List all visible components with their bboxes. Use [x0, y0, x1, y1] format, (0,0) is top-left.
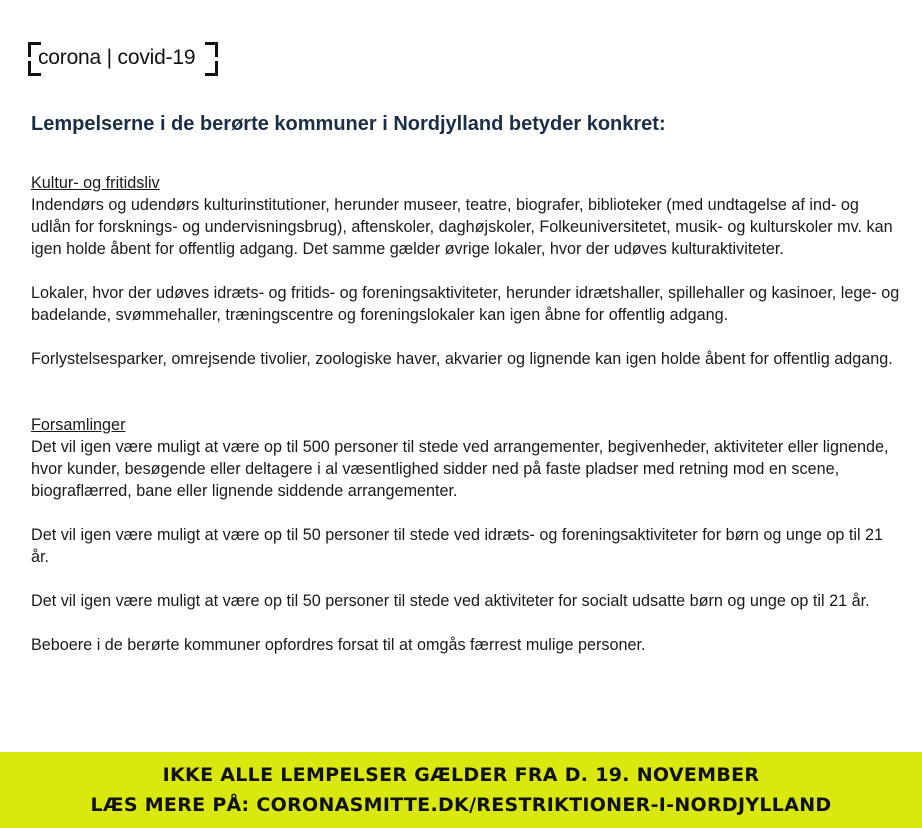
section-title-forsamlinger: Forsamlinger [31, 416, 126, 434]
document-body [31, 172, 901, 656]
paragraph: Lokaler, hvor der udøves idræts- og fritids- og foreningsaktiviteter, herunder idrætshaller, spillehaller og kasinoer, lege- og badelande, svømmehaller, træningscentre og foreningslokaler kan igen åbne for offentlig adgang. [31, 284, 900, 324]
paragraph: Det vil igen være muligt at være op til 50 personer til stede ved aktiviteter for socialt udsatte børn og unge op til 21 år. [31, 592, 870, 610]
paragraph: Det vil igen være muligt at være op til 50 personer til stede ved idræts- og foreningsaktiviteter for børn og unge op til 21 år. [31, 526, 884, 566]
banner-read-more: LÆS MERE PÅ: CORONASMITTE.DK/RESTRIKTIONER-I-NORDJYLLAND [90, 794, 832, 816]
info-banner [0, 752, 922, 828]
logo-bracket-bottom-right [205, 61, 218, 76]
paragraph: Beboere i de berørte kommuner opfordres forsat til at omgås færrest mulige personer. [31, 636, 646, 654]
paragraph: Forlystelsesparker, omrejsende tivolier, zoologiske haver, akvarier og lignende kan igen holde åbent for offentlig adgang. [31, 350, 893, 368]
paragraph: Indendørs og udendørs kulturinstitutioner, herunder museer, teatre, biografer, biblioteker (med undtagelse af ind- og udlån for forsknings- og undervisningsbrug), aftenskoler, daghøjskoler, Folkeuniversitetet, musik- og kulturskoler mv. kan igen holde åbent for offentlig adgang. Det samme gælder øvrige lokaler, hvor der udøves kulturaktiviteter. [31, 196, 893, 258]
section-title-kultur: Kultur- og fritidsliv [31, 174, 160, 192]
corona-covid19-logo [28, 42, 218, 76]
page-heading: Lempelserne i de berørte kommuner i Nordjylland betyder konkret: [31, 113, 666, 135]
logo-text: corona | covid-19 [38, 46, 196, 69]
logo-bracket-top-right [205, 42, 218, 57]
paragraph: Det vil igen være muligt at være op til 500 personer til stede ved arrangementer, begivenheder, aktiviteter eller lignende, hvor kunder, besøgende eller deltagere i al væsentlighed sidder ned på faste pladser med retning mod en scene, biograflærred, bane eller lignende siddende arrangementer. [31, 438, 889, 500]
banner-notice: IKKE ALLE LEMPELSER GÆLDER FRA D. 19. NOVEMBER [162, 764, 760, 786]
